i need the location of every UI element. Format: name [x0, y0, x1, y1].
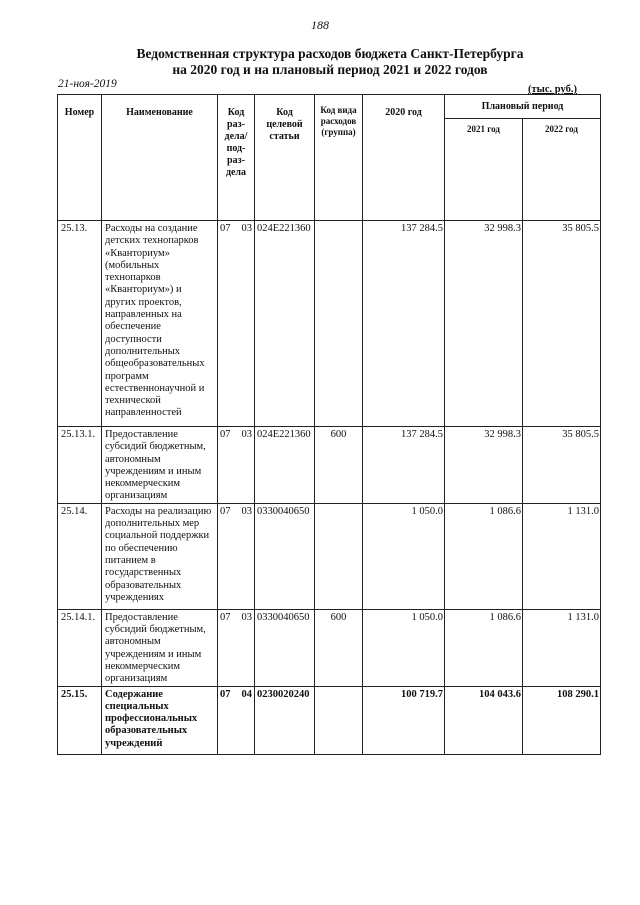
header-2022: 2022 год	[523, 119, 601, 221]
row-section-code: 07 03	[218, 609, 255, 686]
row-amount-2021: 104 043.6	[445, 686, 523, 754]
row-amount-2021: 1 086.6	[445, 609, 523, 686]
row-amount-2020: 137 284.5	[363, 427, 445, 504]
row-kind-code	[315, 503, 363, 609]
row-amount-2022: 108 290.1	[523, 686, 601, 754]
row-amount-2020: 1 050.0	[363, 503, 445, 609]
row-target-code: 0230020240	[255, 686, 315, 754]
row-section-code: 07 03	[218, 427, 255, 504]
header-2020: 2020 год	[363, 95, 445, 221]
row-name: Предоставление субсидий бюджетным, автономным учреждениям и иным некоммерческим организациям	[102, 427, 218, 504]
row-kind-code	[315, 221, 363, 427]
table-row	[58, 221, 601, 427]
row-name: Расходы на реализацию дополнительных мер социальной поддержки по обеспечению питанием в государственных образовательных учреждениях	[102, 503, 218, 609]
row-section-code: 07 04	[218, 686, 255, 754]
row-section-code: 07 03	[218, 503, 255, 609]
row-amount-2022: 1 131.0	[523, 503, 601, 609]
page-number: 188	[311, 18, 329, 32]
row-target-code: 0330040650	[255, 609, 315, 686]
row-number: 25.14.	[58, 503, 102, 609]
table-row	[58, 609, 601, 686]
row-amount-2021: 32 998.3	[445, 221, 523, 427]
row-amount-2022: 1 131.0	[523, 609, 601, 686]
row-target-code: 0330040650	[255, 503, 315, 609]
row-amount-2021: 32 998.3	[445, 427, 523, 504]
row-kind-code: 600	[315, 427, 363, 504]
title-line-2: на 2020 год и на плановый период 2021 и 2022 годов	[172, 62, 488, 77]
row-number: 25.14.1.	[58, 609, 102, 686]
row-amount-2020: 100 719.7	[363, 686, 445, 754]
table-row	[58, 427, 601, 504]
row-name: Содержание специальных профессиональных образовательных учреждений	[102, 686, 218, 754]
header-name: Наименование	[102, 95, 218, 221]
row-number: 25.13.1.	[58, 427, 102, 504]
header-planned-period: Плановый период	[445, 95, 601, 119]
row-amount-2020: 137 284.5	[363, 221, 445, 427]
row-amount-2021: 1 086.6	[445, 503, 523, 609]
row-name: Предоставление субсидий бюджетным, автономным учреждениям и иным некоммерческим организациям	[102, 609, 218, 686]
row-number: 25.15.	[58, 686, 102, 754]
row-target-code: 024E221360	[255, 427, 315, 504]
row-name: Расходы на создание детских технопарков «Кванториум» (мобильных технопарков «Кванториум») и других проектов, направленных на обеспечение доступности дополнительных общеобразовательных программ естественнонаучной и технической направленностей	[102, 221, 218, 427]
budget-table	[57, 94, 601, 755]
header-section: Код раз- дела/ под- раз- дела	[218, 95, 255, 221]
row-amount-2022: 35 805.5	[523, 427, 601, 504]
table-row	[58, 503, 601, 609]
title-line-1: Ведомственная структура расходов бюджета Санкт-Петербурга	[136, 46, 524, 61]
header-kind: Код вида расходов (группа)	[315, 95, 363, 221]
row-target-code: 024E221360	[255, 221, 315, 427]
row-amount-2022: 35 805.5	[523, 221, 601, 427]
row-kind-code: 600	[315, 609, 363, 686]
row-amount-2020: 1 050.0	[363, 609, 445, 686]
units-label: (тыс. руб.)	[528, 84, 577, 95]
document-date: 21-ноя-2019	[58, 78, 117, 90]
header-target: Код целевой статьи	[255, 95, 315, 221]
header-number: Номер	[58, 95, 102, 221]
row-kind-code	[315, 686, 363, 754]
row-section-code: 07 03	[218, 221, 255, 427]
row-number: 25.13.	[58, 221, 102, 427]
document-title	[80, 46, 580, 78]
table-row	[58, 686, 601, 754]
header-2021: 2021 год	[445, 119, 523, 221]
